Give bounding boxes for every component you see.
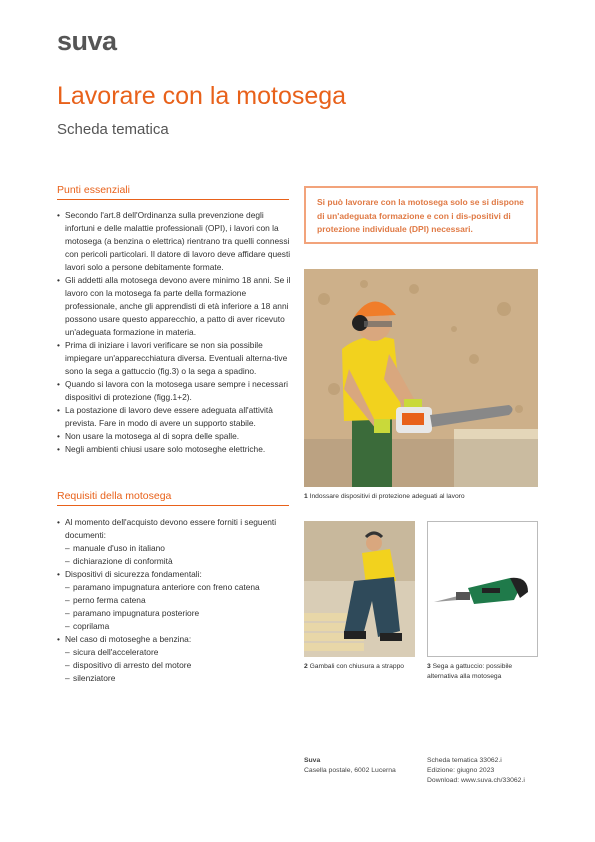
list-item: • Secondo l'art.8 dell'Ordinanza sulla prevenzione degli infortuni e delle malattie professionali (OPI), i lavori con la motosega (a benzina o elettrica) rientrano tra quelli connessi con pericoli particolari. Il datore di lavoro deve affidare questi lavori solo a persone debitamente formate.: [57, 209, 295, 274]
photo-chaps: [304, 521, 415, 657]
list-item: • Non usare la motosega al di sopra delle spalle.: [57, 430, 295, 443]
page-subtitle: Scheda tematica: [57, 121, 169, 138]
page-title: Lavorare con la motosega: [57, 82, 347, 110]
figure-2-caption: [304, 662, 418, 672]
footer-org-block: [304, 756, 422, 776]
list-item: • La postazione di lavoro deve essere adeguata all'attività prevista. Fare in modo di avere un supporto stabile.: [57, 404, 295, 430]
sub-list-item: – manuale d'uso in italiano: [65, 542, 289, 555]
reciprocating-saw-illustration: [428, 522, 537, 656]
sub-list-item: – coprilama: [65, 620, 289, 633]
figure-number: 1: [304, 493, 308, 500]
caption-text: Sega a gattuccio: possibile alternativa alla motosega: [427, 663, 513, 680]
section-heading-requirements: Requisiti della motosega: [57, 490, 172, 502]
list-item: [57, 568, 289, 633]
figure-number: 2: [304, 663, 308, 670]
figure-number: 3: [427, 663, 431, 670]
list-item-text: Al momento dell'acquisto devono essere forniti i seguenti documenti:: [65, 517, 277, 540]
list-item: [57, 633, 289, 685]
figure-1-caption: [304, 492, 544, 502]
worker-chainsaw-illustration: [304, 269, 538, 487]
photo-worker-chainsaw: [304, 269, 538, 487]
essentials-list: [57, 209, 295, 456]
sub-list-item: – paramano impugnatura anteriore con freno catena: [65, 581, 289, 594]
section-rule: [57, 505, 289, 506]
sub-list: [65, 581, 289, 633]
sub-list-item: – sicura dell'acceleratore: [65, 646, 289, 659]
requirements-list: [57, 516, 289, 685]
chaps-illustration: [304, 521, 415, 657]
section-heading-essentials: Punti essenziali: [57, 184, 130, 196]
footer-org: Suva: [304, 757, 321, 764]
footer-download-link[interactable]: Download: www.suva.ch/33062.i: [427, 777, 525, 784]
section-rule: [57, 199, 289, 200]
sub-list: [65, 646, 289, 685]
photo-reciprocating-saw: [427, 521, 538, 657]
caption-text: Gambali con chiusura a strappo: [309, 663, 405, 670]
footer-address: Casella postale, 6002 Lucerna: [304, 767, 396, 774]
footer-edition: Edizione: giugno 2023: [427, 767, 495, 774]
list-item: [57, 516, 289, 568]
sub-list: [65, 542, 289, 568]
list-item-text: Nel caso di motoseghe a benzina:: [65, 634, 192, 644]
footer-ref-block: [427, 756, 542, 786]
sub-list-item: – dispositivo di arresto del motore: [65, 659, 289, 672]
list-item: • Quando si lavora con la motosega usare sempre i necessari dispositivi di protezione (figg.1+2).: [57, 378, 295, 404]
list-item: • Prima di iniziare i lavori verificare se non sia possibile impiegare un'apparecchiatura diversa. Eventuali alterna-tive sono la sega a gattuccio (fig.3) o la sega a spadino.: [57, 339, 295, 378]
list-item-text: Dispositivi di sicurezza fondamentali:: [65, 569, 202, 579]
sub-list-item: – dichiarazione di conformità: [65, 555, 289, 568]
list-item: • Gli addetti alla motosega devono avere minimo 18 anni. Se il lavoro con la motosega fa parte della formazione professionale, anche gli apprendisti di età inferiore a 18 anni possono usare questo apparecchio, a patto di aver ricevuto un'adeguata formazione in materia.: [57, 274, 295, 339]
sub-list-item: – perno ferma catena: [65, 594, 289, 607]
caption-text: Indossare dispositivi di protezione adeguati al lavoro: [309, 493, 465, 500]
figure-3-caption: [427, 662, 539, 682]
list-item: • Negli ambienti chiusi usare solo motoseghe elettriche.: [57, 443, 295, 456]
suva-logo: suva: [57, 26, 117, 56]
sub-list-item: – silenziatore: [65, 672, 289, 685]
sub-list-item: – paramano impugnatura posteriore: [65, 607, 289, 620]
safety-callout: Si può lavorare con la motosega solo se si dispone di un'adeguata formazione e con i dis-positivi di protezione individuale (DPI) necessari.: [304, 186, 538, 244]
footer-ref: Scheda tematica 33062.i: [427, 757, 502, 764]
